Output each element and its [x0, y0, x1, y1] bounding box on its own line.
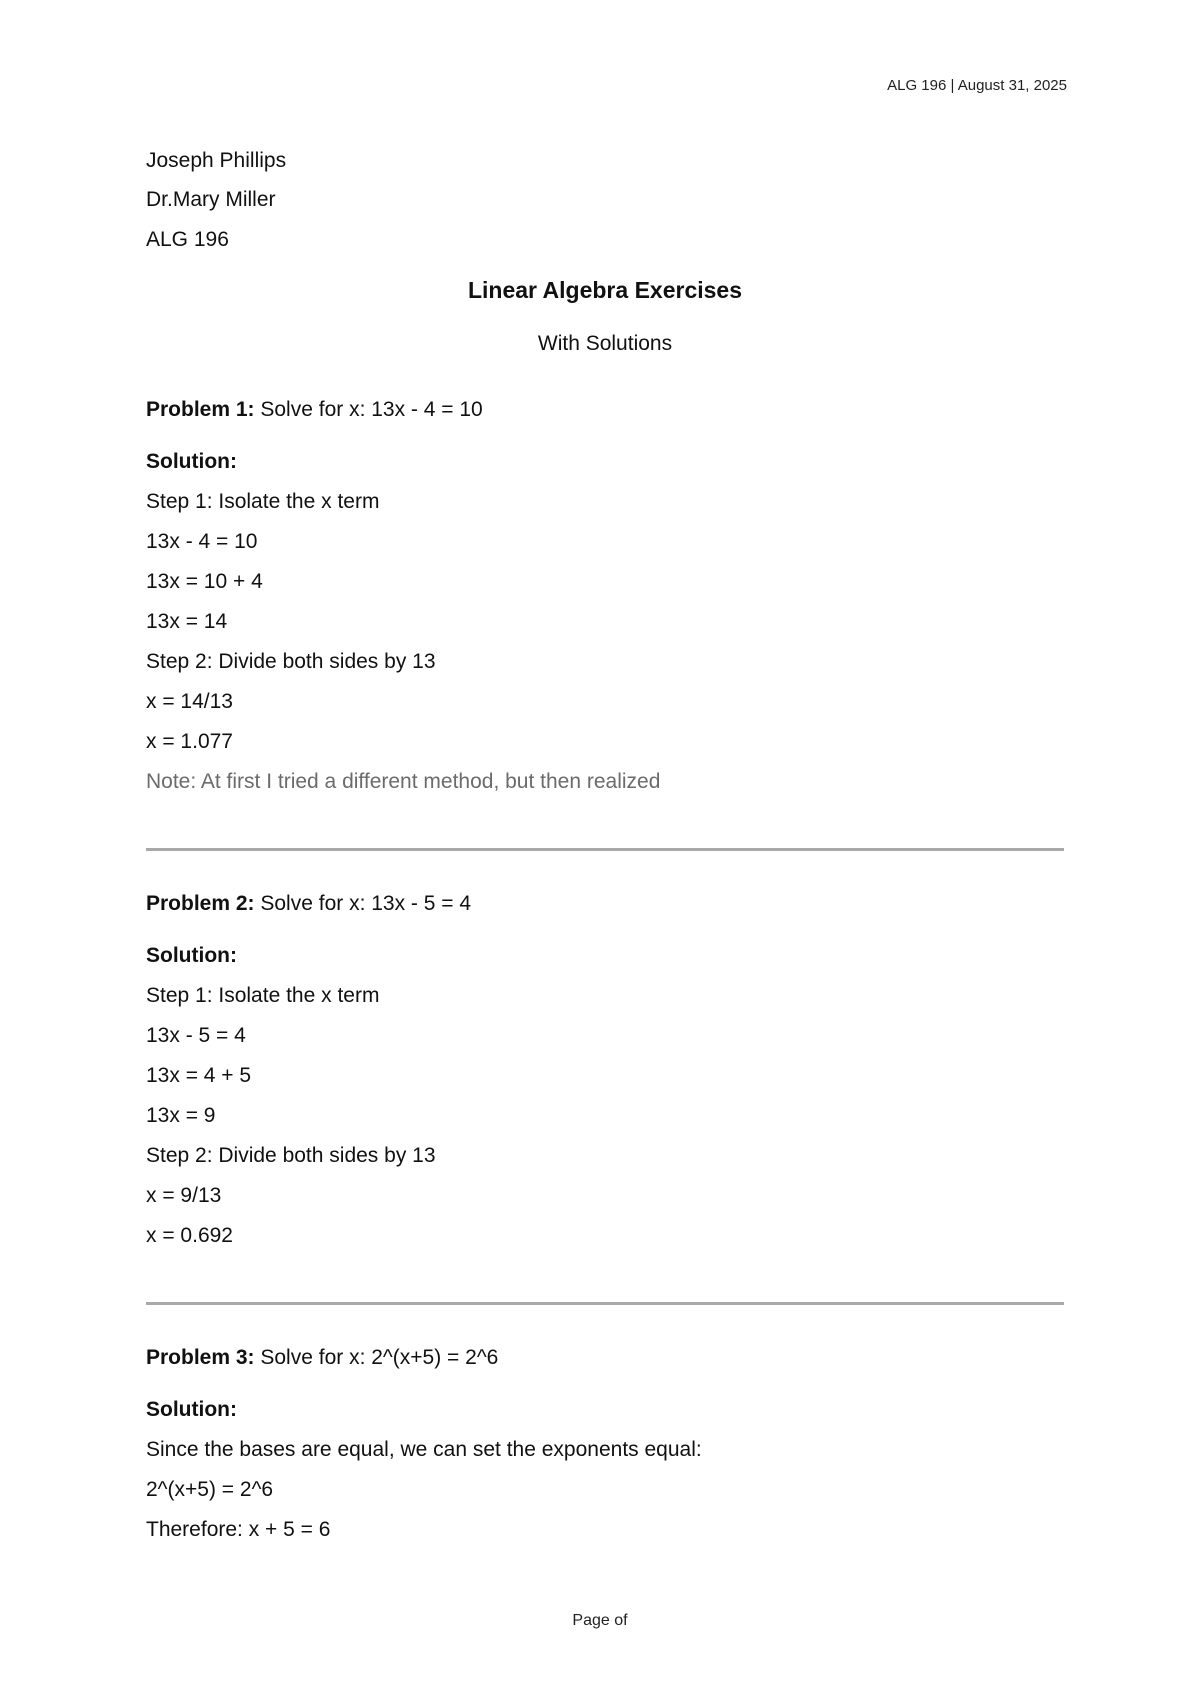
document-subtitle: With Solutions [537, 332, 673, 355]
solution-line: 2^(x+5) = 2^6 [146, 1478, 274, 1501]
solution-line: Step 2: Divide both sides by 13 [146, 1144, 436, 1167]
problem-3-label: Problem 3: [146, 1346, 255, 1369]
solution-line: 13x = 10 + 4 [146, 570, 263, 593]
solution-line: Therefore: x + 5 = 6 [146, 1518, 331, 1541]
solution-line: Step 2: Divide both sides by 13 [146, 650, 436, 673]
page-header: ALG 196 | August 31, 2025 [887, 77, 1067, 94]
problem-1-label: Problem 1: [146, 398, 255, 421]
problem-2-solution-label: Solution: [146, 944, 237, 967]
problem-1-statement: Solve for x: 13x - 4 = 10 [254, 398, 483, 421]
document-title: Linear Algebra Exercises [467, 277, 742, 303]
page-footer: Page of [572, 1612, 628, 1629]
problem-3-statement: Solve for x: 2^(x+5) = 2^6 [254, 1346, 499, 1369]
problem-3-heading [146, 1344, 498, 1372]
problem-2-heading [146, 890, 471, 918]
solution-line: 13x - 5 = 4 [146, 1024, 246, 1047]
problem-2-statement: Solve for x: 13x - 5 = 4 [254, 892, 472, 915]
solution-line: Step 1: Isolate the x term [146, 984, 380, 1007]
problem-1-solution-label: Solution: [146, 450, 237, 473]
solution-line: x = 0.692 [146, 1224, 233, 1247]
course-code: ALG 196 [146, 228, 229, 251]
student-name: Joseph Phillips [146, 149, 287, 172]
solution-line: 13x = 14 [146, 610, 228, 633]
problem-2-label: Problem 2: [146, 892, 255, 915]
section-divider [146, 848, 1064, 851]
problem-1-note: Note: At first I tried a different method, but then realized [146, 770, 661, 793]
problem-3-solution-label: Solution: [146, 1398, 237, 1421]
problem-1-heading [146, 396, 483, 424]
section-divider [146, 1302, 1064, 1305]
solution-line: x = 14/13 [146, 690, 233, 713]
solution-line: 13x - 4 = 10 [146, 530, 258, 553]
solution-line: Step 1: Isolate the x term [146, 490, 380, 513]
solution-line: 13x = 9 [146, 1104, 216, 1127]
solution-line: 13x = 4 + 5 [146, 1064, 252, 1087]
solution-line: Since the bases are equal, we can set the exponents equal: [146, 1438, 702, 1461]
solution-line: x = 9/13 [146, 1184, 222, 1207]
instructor-name: Dr.Mary Miller [146, 188, 276, 211]
solution-line: x = 1.077 [146, 730, 233, 753]
